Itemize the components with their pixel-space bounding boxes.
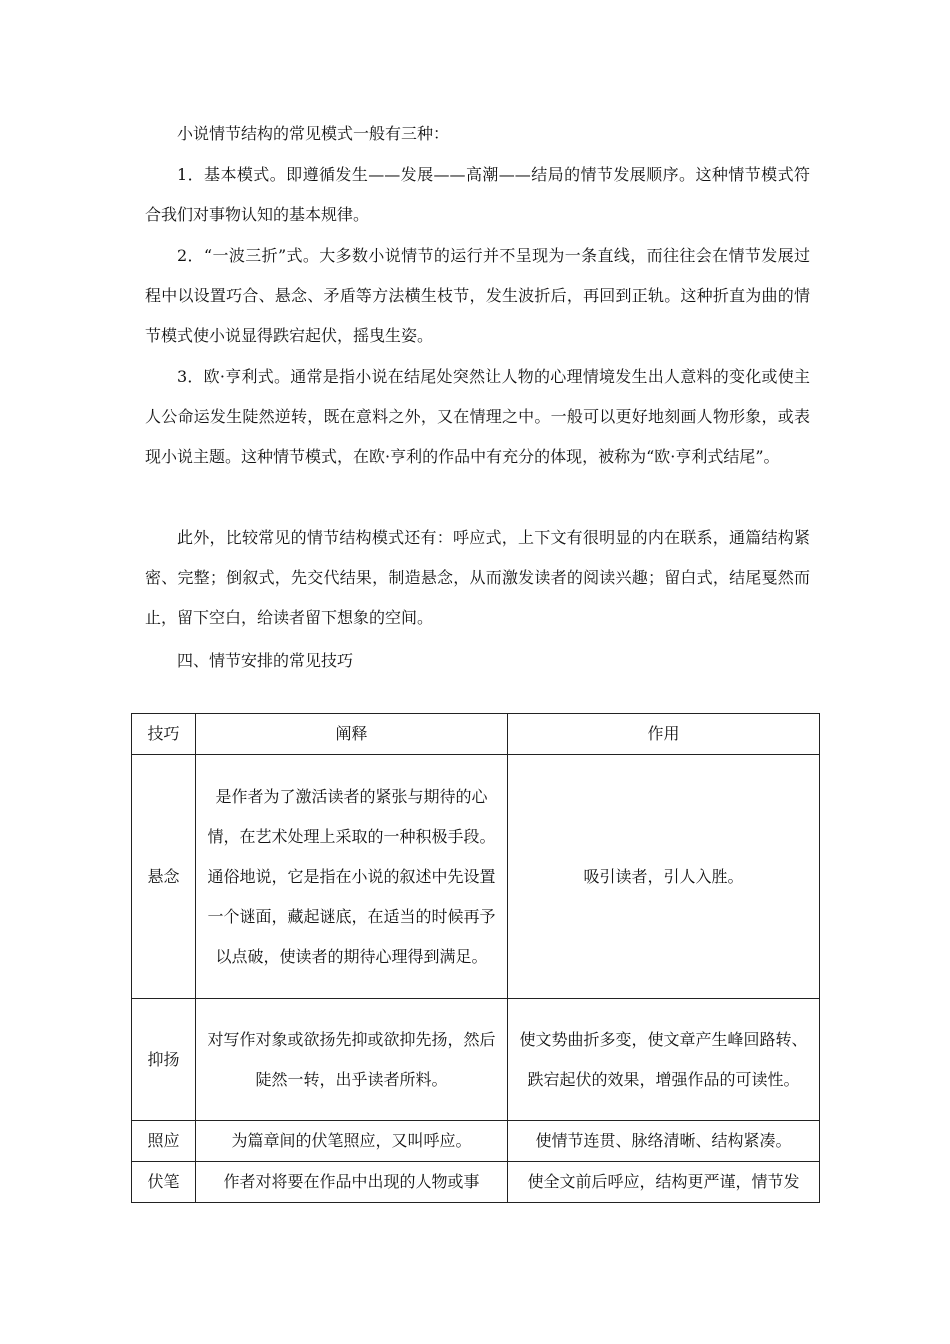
header-explanation: 阐释 <box>196 714 508 755</box>
section-heading: 四、情节安排的常见技巧 <box>177 651 354 670</box>
cell-technique: 照应 <box>132 1121 196 1162</box>
table-header-row <box>132 714 820 755</box>
header-technique: 技巧 <box>132 714 196 755</box>
header-effect: 作用 <box>508 714 820 755</box>
paragraph-twists-mode: 2．“一波三折”式。大多数小说情节的运行并不呈现为一条直线，而往往会在情节发展过程中以设置巧合、悬念、矛盾等方法横生枝节，发生波折后，再回到正轨。这种折直为曲的情节模式使小说显得跌宕起伏，摇曳生姿。 <box>145 246 810 345</box>
cell-technique: 伏笔 <box>132 1162 196 1203</box>
table-row <box>132 755 820 999</box>
table-row <box>132 1121 820 1162</box>
paragraph-ohenry-mode: 3．欧·亨利式。通常是指小说在结尾处突然让人物的心理情境发生出人意料的变化或使主人公命运发生陡然逆转，既在意料之外，又在情理之中。一般可以更好地刻画人物形象，或表现小说主题。这种情节模式，在欧·亨利的作品中有充分的体现，被称为“欧·亨利式结尾”。 <box>145 367 810 466</box>
cell-effect: 使文势曲折多变，使文章产生峰回路转、跌宕起伏的效果，增强作品的可读性。 <box>508 999 820 1121</box>
cell-explanation: 为篇章间的伏笔照应，又叫呼应。 <box>196 1121 508 1162</box>
cell-explanation: 对写作对象或欲扬先抑或欲抑先扬，然后陡然一转，出乎读者所料。 <box>196 999 508 1121</box>
cell-technique: 悬念 <box>132 755 196 999</box>
paragraph-basic-mode: 1．基本模式。即遵循发生——发展——高潮——结局的情节发展顺序。这种情节模式符合我们对事物认知的基本规律。 <box>145 165 810 224</box>
cell-effect: 使情节连贯、脉络清晰、结构紧凑。 <box>508 1121 820 1162</box>
cell-effect: 吸引读者，引人入胜。 <box>508 755 820 999</box>
table-row <box>132 999 820 1121</box>
cell-effect: 使全文前后呼应，结构更严谨，情节发 <box>508 1162 820 1203</box>
paragraph-other-modes: 此外，比较常见的情节结构模式还有：呼应式，上下文有很明显的内在联系，通篇结构紧密、完整；倒叙式，先交代结果，制造悬念，从而激发读者的阅读兴趣；留白式，结尾戛然而止，留下空白，给读者留下想象的空间。 <box>145 528 810 627</box>
paragraph-intro: 小说情节结构的常见模式一般有三种： <box>177 124 450 143</box>
table-row <box>132 1162 820 1203</box>
techniques-table <box>131 713 820 1203</box>
cell-explanation: 是作者为了激活读者的紧张与期待的心情，在艺术处理上采取的一种积极手段。通俗地说，它是指在小说的叙述中先设置一个谜面，藏起谜底，在适当的时候再予以点破，使读者的期待心理得到满足。 <box>196 755 508 999</box>
cell-explanation: 作者对将要在作品中出现的人物或事 <box>196 1162 508 1203</box>
cell-technique: 抑扬 <box>132 999 196 1121</box>
